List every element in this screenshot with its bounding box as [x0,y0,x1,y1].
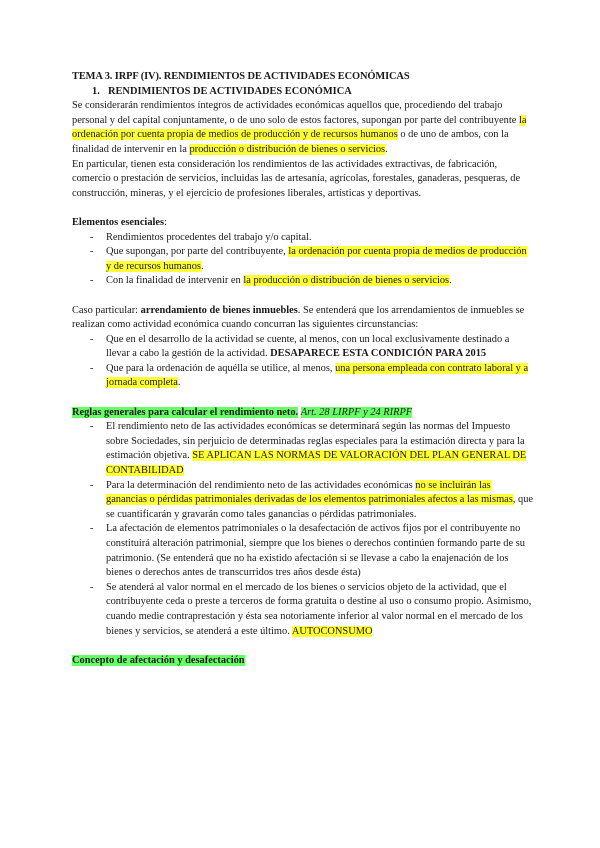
list-item-text: Para la determinación del rendimiento neto de las actividades económicas [106,479,416,491]
reglas-heading-text: Reglas generales para calcular el rendimiento neto. [72,406,299,418]
list-item-text: El rendimiento neto de las actividades económicas se determinará según las normas del Impuesto sobre Sociedades, sin perjuicio de determinadas reglas especiales para la estimación directa y para la estimación objetiva. [106,421,525,462]
list-item-text: . [200,260,204,272]
list-item [72,274,534,289]
intro-paragraph-2: En particular, tienen esta consideración los rendimientos de las actividades extractivas, de fabricación, comercio o prestación de servicios, incluidas las de artesanía, agrícolas, forestales, ganaderas, pesqueras, de construcción, mineras, y el ejercicio de profesiones liberales, artísticas y deportivas. [72,158,521,199]
list-item-text: Se atenderá al valor normal en el mercado de los bienes o servicios objeto de la actividad, que el contribuyente ceda o preste a terceros de forma gratuita o destine al uso o consumo propio. Asimismo, cuando medie contraprestación y ésta sea notoriamente inferior al valor normal en el mercado de los bienes y servicios, se atenderá a este último. [106,581,532,637]
list-item [72,522,534,580]
concepto-heading-text: Concepto de afectación y desafectación [72,654,245,666]
list-item [72,479,534,523]
elementos-list [72,231,534,289]
spacer [72,391,534,406]
highlight-persona-empleada: una persona empleada con contrato laboral y a jornada completa [106,362,529,389]
concepto-heading [72,654,534,669]
document-page [72,70,534,668]
spacer [72,639,534,654]
list-item-text: . [177,377,181,389]
caso-list [72,333,534,391]
highlight-ordenacion: la ordenación por cuenta propia de medios de producción y de recursos humanos [72,114,527,141]
intro-text: o de uno de ambos, con la finalidad de intervenir en la [72,129,509,155]
highlight-ganancias: no se incluirán las ganancias o pérdidas patrimoniales derivadas de los elementos patrimoniales afectos a las mismas [106,479,513,506]
section-number: 1. [92,85,100,97]
highlight-autoconsumo: AUTOCONSUMO [291,625,373,637]
list-item [72,420,534,478]
reglas-list [72,420,534,639]
condition-removed-note: DESAPARECE ESTA CONDICIÓN PARA 2015 [270,348,487,360]
section-heading [72,85,534,100]
list-item-text: Que en el desarrollo de la actividad se cuente, al menos, con un local exclusivamente destinado a llevar a cabo la gestión de la actividad. [106,333,510,360]
section-title: RENDIMIENTOS DE ACTIVIDADES ECONÓMICA [108,85,352,97]
caso-text: . Se entenderá que los arrendamientos de inmuebles se realizan como actividad económica cuando concurran las siguientes circunstancias: [72,304,525,331]
list-item-text: Que supongan, por parte del contribuyente, [106,246,289,258]
intro-paragraph [72,99,534,157]
list-item-text: Rendimientos procedentes del trabajo y/o capital. [106,231,312,243]
list-item-text: La afectación de elementos patrimoniales o la desafectación de activos fijos por el contribuyente no constituirá alteración patrimonial, siempre que los bienes o derechos continúen formando parte de su patrimonio. (Se entenderá que no ha existido afectación si se llevase a cabo la enajenación de los bienes o derechos antes de transcurridos tres años desde ésta) [106,523,525,579]
list-item [72,231,534,246]
elementos-heading-text: Elementos esenciales [72,216,165,228]
caso-bold: arrendamiento de bienes inmuebles [140,304,298,316]
list-item [72,333,534,362]
list-item [72,581,534,639]
heading-colon: : [164,216,167,228]
highlight-ordenacion: la ordenación por cuenta propia de medios de producción y de recursos humanos [106,246,527,272]
highlight-produccion: la producción o distribución de bienes o servicios [243,275,450,287]
list-item [72,245,534,274]
list-item-text: Con la finalidad de intervenir en [106,275,244,287]
spacer [72,201,534,216]
list-item-text: . [449,275,452,287]
reglas-reference: Art. 28 LIRPF y 24 RIRPF [300,406,413,418]
document-title: TEMA 3. IRPF (IV). RENDIMIENTOS DE ACTIVIDADES ECONÓMICAS [72,71,410,82]
highlight-pgc: SE APLICAN LAS NORMAS DE VALORACIÓN DEL PLAN GENERAL DE CONTABILIDAD [106,450,527,477]
intro-text: . [385,143,388,155]
elementos-heading [72,216,534,231]
list-item [72,362,534,391]
highlight-produccion: producción o distribución de bienes o servicios [189,143,386,155]
caso-lead: Caso particular: [72,304,141,316]
list-item-text: Que para la ordenación de aquélla se utilice, al menos, [106,362,336,374]
reglas-heading [72,406,534,421]
caso-paragraph [72,304,534,333]
spacer [72,289,534,304]
list-item-text: , que se cuantificarán y gravarán como tales ganancias o pérdidas patrimoniales. [106,494,534,520]
intro-text: Se considerarán rendimientos íntegros de actividades económicas aquellos que, procediendo del trabajo personal y del capital conjuntamente, o de uno solo de estos factores, supongan por parte del contribuyente [72,100,519,126]
